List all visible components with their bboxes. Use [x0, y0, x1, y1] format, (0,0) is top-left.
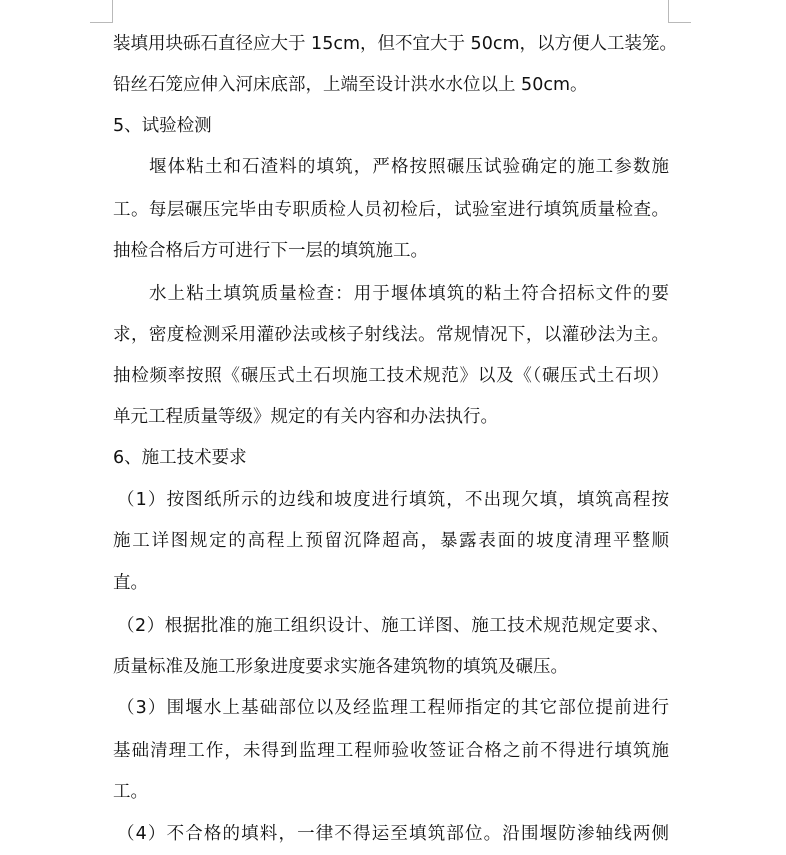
text-line: 工。 [113, 782, 148, 802]
section-heading: 5、试验检测 [113, 116, 212, 136]
section-heading: 6、施工技术要求 [113, 448, 247, 468]
text-line: （1）按图纸所示的边线和坡度进行填筑，不出现欠填，填筑高程按 [117, 490, 669, 510]
text-line: 抽检频率按照《碾压式土石坝施工技术规范》以及《（碾压式土石坝） [113, 366, 669, 386]
text-line: 堰体粘土和石渣料的填筑，严格按照碾压试验确定的施工参数施 [149, 157, 669, 177]
page-corner-mark-right [668, 0, 691, 23]
text-line: 抽检合格后方可进行下一层的填筑施工。 [113, 241, 428, 261]
text-line: 工。每层碾压完毕由专职质检人员初检后，试验室进行填筑质量检查。 [113, 200, 669, 220]
text-line: 水上粘土填筑质量检查：用于堰体填筑的粘土符合招标文件的要 [149, 284, 669, 304]
text-line: 施工详图规定的高程上预留沉降超高，暴露表面的坡度清理平整顺 [113, 531, 669, 551]
text-line: 单元工程质量等级》规定的有关内容和办法执行。 [113, 407, 498, 427]
page-corner-mark-left [90, 0, 113, 23]
text-line: 直。 [113, 573, 148, 593]
text-line: 装填用块砾石直径应大于 15cm，但不宜大于 50cm，以方便人工装笼。 [113, 34, 677, 54]
text-line: （2）根据批准的施工组织设计、施工详图、施工技术规范规定要求、 [117, 616, 669, 636]
text-line: 质量标准及施工形象进度要求实施各建筑物的填筑及碾压。 [113, 657, 568, 677]
text-line: 基础清理工作，未得到监理工程师验收签证合格之前不得进行填筑施 [113, 741, 669, 761]
text-line: （3）围堰水上基础部位以及经监理工程师指定的其它部位提前进行 [117, 698, 669, 718]
text-line: （4）不合格的填料，一律不得运至填筑部位。沿围堰防渗轴线两侧 [117, 824, 669, 844]
text-line: 铅丝石笼应伸入河床底部，上端至设计洪水水位以上 50cm。 [113, 75, 588, 95]
text-line: 求，密度检测采用灌砂法或核子射线法。常规情况下，以灌砂法为主。 [113, 325, 669, 345]
